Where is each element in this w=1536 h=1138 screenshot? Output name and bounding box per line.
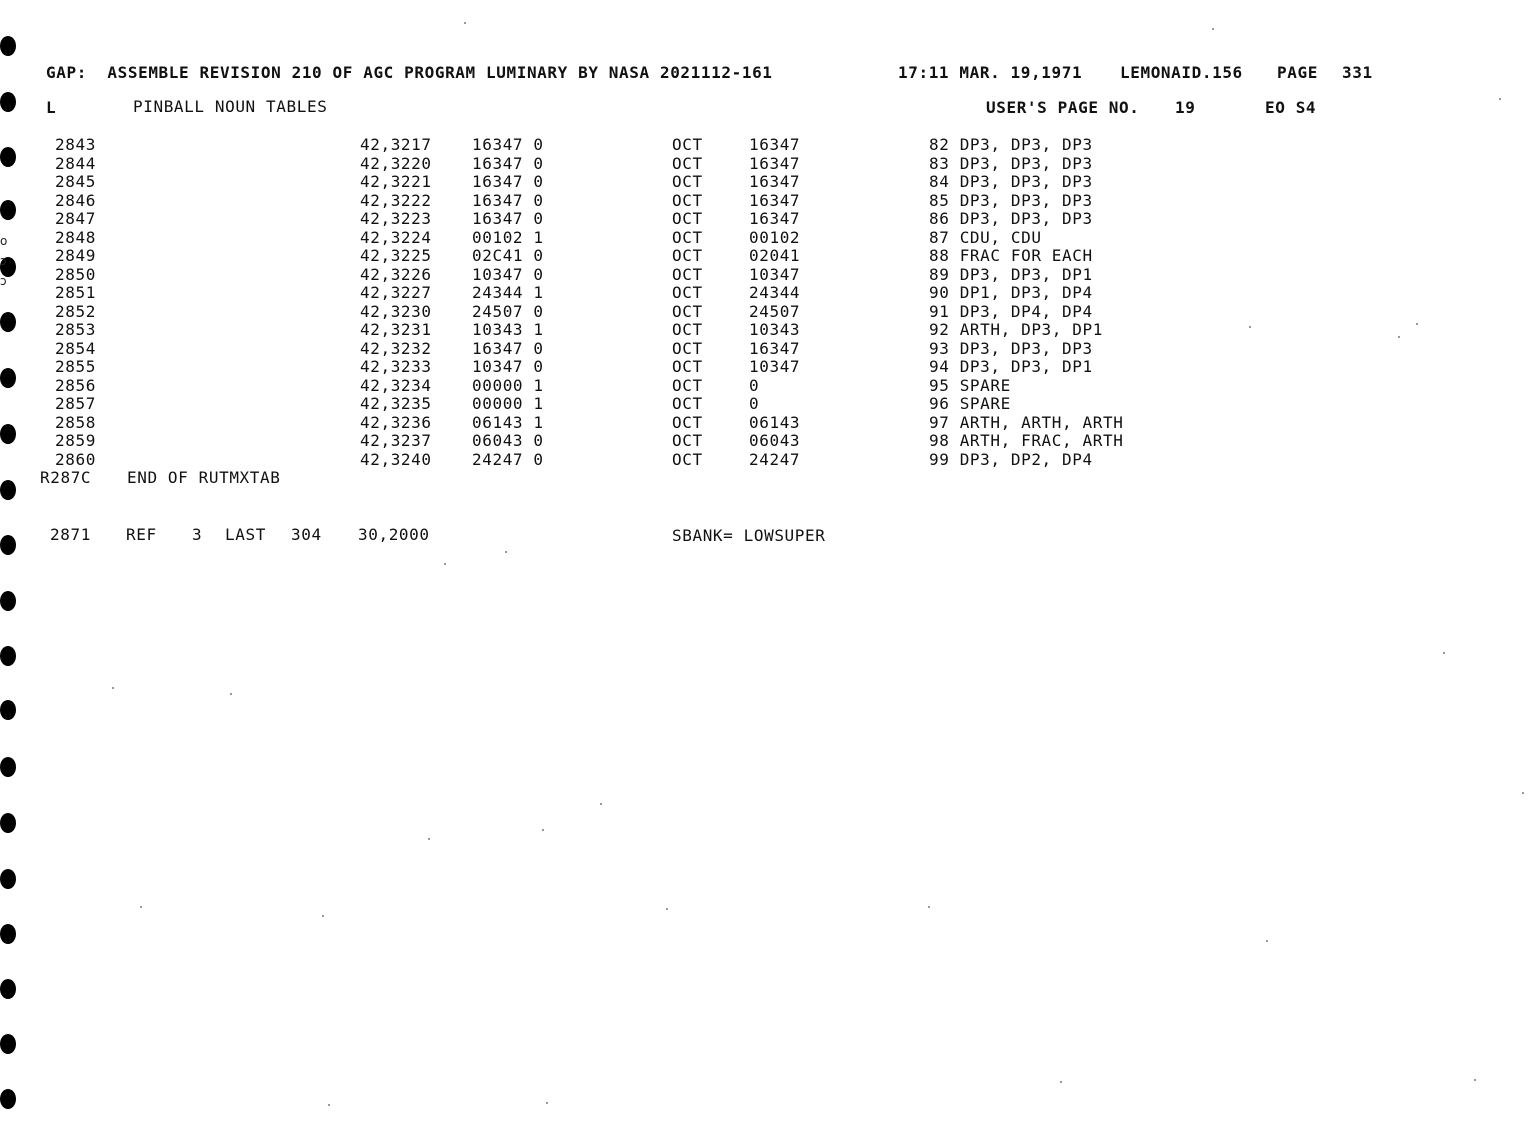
row-comment: 88 FRAC FOR EACH: [929, 246, 1093, 265]
row-comment: 95 SPARE: [929, 375, 1011, 395]
row-address: 42,3217: [360, 135, 432, 154]
row-opcode: OCT: [672, 412, 703, 432]
row-octal-code: 16347 0: [472, 153, 544, 173]
row-octal-code: 16347 0: [472, 190, 544, 210]
row-operand: 10343: [749, 320, 801, 339]
row-line-number: 2858: [55, 412, 96, 432]
row-opcode: OCT: [672, 375, 703, 395]
footer-ref-label: REF: [126, 525, 157, 544]
row-opcode: OCT: [672, 190, 703, 210]
row-octal-code: 16347 0: [472, 338, 544, 358]
paper-speck: [505, 551, 507, 553]
row-octal-code: 00000 1: [472, 394, 544, 413]
row-octal-code: 10343 1: [472, 320, 544, 339]
row-address: 42,3234: [360, 375, 432, 395]
row-line-number: 2851: [55, 283, 96, 302]
row-comment: 99 DP3, DP2, DP4: [929, 449, 1093, 469]
row-line-number: 2849: [55, 246, 96, 265]
punch-hole: [0, 312, 16, 332]
footer-line-number: 2871: [50, 525, 91, 544]
row-operand: 0: [749, 375, 760, 395]
row-octal-code: 06043 0: [472, 431, 544, 450]
paper-speck: [1249, 326, 1251, 328]
row-address: 42,3237: [360, 431, 432, 450]
punch-hole: [0, 591, 16, 611]
footer-address: 30,2000: [358, 525, 430, 544]
paper-speck: [1212, 28, 1214, 30]
row-octal-code: 16347 0: [472, 209, 544, 228]
paper-speck: [1416, 323, 1418, 325]
punch-hole: [0, 147, 16, 167]
paper-speck: [542, 829, 544, 831]
row-comment: 92 ARTH, DP3, DP1: [929, 320, 1103, 339]
row-operand: 16347: [749, 190, 801, 210]
paper-speck: [1060, 1081, 1062, 1083]
punch-hole: [0, 757, 16, 777]
row-operand: 02041: [749, 246, 801, 265]
punch-hole: [0, 869, 16, 889]
punch-hole: [0, 368, 16, 388]
header-timestamp: 17:11 MAR. 19,1971: [898, 63, 1083, 82]
row-line-number: 2848: [55, 227, 96, 247]
row-line-number: 2853: [55, 320, 96, 339]
row-address: 42,3226: [360, 264, 432, 284]
punch-hole: [0, 92, 16, 112]
row-address: 42,3236: [360, 412, 432, 432]
row-opcode: OCT: [672, 172, 703, 191]
punch-hole: [0, 36, 16, 56]
row-octal-code: 00102 1: [472, 227, 544, 247]
row-line-number: 2845: [55, 172, 96, 191]
row-octal-code: 16347 0: [472, 135, 544, 154]
row-operand: 06043: [749, 431, 801, 450]
paper-speck: [1499, 98, 1501, 100]
paper-speck: [1522, 792, 1524, 794]
row-opcode: OCT: [672, 209, 703, 228]
row-comment: 98 ARTH, FRAC, ARTH: [929, 431, 1124, 450]
users-page-label: USER'S PAGE NO.: [986, 98, 1140, 117]
paper-speck: [464, 22, 466, 24]
footer-sbank: SBANK= LOWSUPER: [672, 526, 826, 545]
paper-speck: [600, 803, 602, 805]
row-operand: 16347: [749, 172, 801, 191]
row-octal-code: 24344 1: [472, 283, 544, 302]
punch-hole: [0, 424, 16, 444]
row-line-number: 2847: [55, 209, 96, 228]
row-operand: 0: [749, 394, 760, 413]
row-comment: 86 DP3, DP3, DP3: [929, 209, 1093, 228]
row-operand: 16347: [749, 338, 801, 358]
row-line-number: 2856: [55, 375, 96, 395]
paper-speck: [230, 693, 232, 695]
row-octal-code: 10347 0: [472, 264, 544, 284]
punch-hole: [0, 813, 16, 833]
row-line-number: 2855: [55, 357, 96, 376]
row-line-number: 2857: [55, 394, 96, 413]
row-operand: 16347: [749, 209, 801, 228]
row-line-number: 2844: [55, 153, 96, 173]
paper-speck: [666, 908, 668, 910]
end-line-text: END OF RUTMXTAB: [127, 468, 281, 487]
row-octal-code: 10347 0: [472, 357, 544, 376]
row-operand: 10347: [749, 264, 801, 284]
paper-speck: [928, 906, 930, 908]
row-octal-code: 00000 1: [472, 375, 544, 395]
row-address: 42,3224: [360, 227, 432, 247]
row-comment: 91 DP3, DP4, DP4: [929, 301, 1093, 321]
row-address: 42,3240: [360, 449, 432, 469]
header-lemonaid: LEMONAID.156: [1120, 63, 1243, 82]
row-octal-code: 02C41 0: [472, 246, 544, 265]
row-address: 42,3220: [360, 153, 432, 173]
row-comment: 94 DP3, DP3, DP1: [929, 357, 1093, 376]
paper-speck: [428, 838, 430, 840]
row-line-number: 2860: [55, 449, 96, 469]
eo-label: EO S4: [1265, 98, 1317, 117]
header-page-number: 331: [1342, 63, 1373, 82]
row-octal-code: 24507 0: [472, 301, 544, 321]
punch-hole: [0, 200, 16, 220]
row-operand: 10347: [749, 357, 801, 376]
punch-hole: [0, 700, 16, 720]
row-operand: 06143: [749, 412, 801, 432]
row-opcode: OCT: [672, 264, 703, 284]
users-page-number: 19: [1175, 98, 1196, 117]
header-page-label: PAGE: [1277, 63, 1318, 82]
row-address: 42,3231: [360, 320, 432, 339]
paper-speck: [546, 1102, 548, 1104]
punch-hole: [0, 480, 16, 500]
header-title-line: GAP: ASSEMBLE REVISION 210 OF AGC PROGRAM LUMINARY BY NASA 2021112-161: [46, 63, 773, 82]
row-opcode: OCT: [672, 449, 703, 469]
paper-speck: [1398, 336, 1400, 338]
row-line-number: 2859: [55, 431, 96, 450]
row-line-number: 2843: [55, 135, 96, 154]
row-opcode: OCT: [672, 246, 703, 265]
row-address: 42,3222: [360, 190, 432, 210]
footer-ref-number: 3: [192, 525, 203, 544]
row-address: 42,3233: [360, 357, 432, 376]
row-address: 42,3235: [360, 394, 432, 413]
row-octal-code: 24247 0: [472, 449, 544, 469]
row-line-number: 2852: [55, 301, 96, 321]
row-opcode: OCT: [672, 153, 703, 173]
row-address: 42,3232: [360, 338, 432, 358]
row-opcode: OCT: [672, 431, 703, 450]
subheader-left: L: [46, 98, 57, 117]
row-comment: 96 SPARE: [929, 394, 1011, 413]
punch-hole: [0, 535, 16, 555]
row-operand: 24507: [749, 301, 801, 321]
row-opcode: OCT: [672, 357, 703, 376]
row-comment: 89 DP3, DP3, DP1: [929, 264, 1093, 284]
punch-hole: [0, 924, 16, 944]
row-address: 42,3225: [360, 246, 432, 265]
row-comment: 84 DP3, DP3, DP3: [929, 172, 1093, 191]
paper-speck: [140, 906, 142, 908]
row-comment: 82 DP3, DP3, DP3: [929, 135, 1093, 154]
row-comment: 93 DP3, DP3, DP3: [929, 338, 1093, 358]
punch-hole: [0, 646, 16, 666]
paper-speck: [1443, 652, 1445, 654]
row-octal-code: 16347 0: [472, 172, 544, 191]
end-line-number: R287C: [40, 468, 92, 487]
row-address: 42,3227: [360, 283, 432, 302]
paper-speck: [112, 687, 114, 689]
row-opcode: OCT: [672, 338, 703, 358]
row-line-number: 2846: [55, 190, 96, 210]
row-address: 42,3223: [360, 209, 432, 228]
row-line-number: 2854: [55, 338, 96, 358]
row-opcode: OCT: [672, 135, 703, 154]
row-opcode: OCT: [672, 227, 703, 247]
paper-speck: [328, 1104, 330, 1106]
row-operand: 24344: [749, 283, 801, 302]
footer-last-label: LAST: [225, 525, 266, 544]
paper-speck: [1266, 940, 1268, 942]
row-line-number: 2850: [55, 264, 96, 284]
punch-hole: [0, 979, 16, 999]
row-comment: 85 DP3, DP3, DP3: [929, 190, 1093, 210]
paper-speck: [444, 563, 446, 565]
paper-speck: [322, 915, 324, 917]
row-comment: 97 ARTH, ARTH, ARTH: [929, 412, 1124, 432]
row-operand: 00102: [749, 227, 801, 247]
row-comment: 90 DP1, DP3, DP4: [929, 283, 1093, 302]
row-opcode: OCT: [672, 394, 703, 413]
paper-speck: [1474, 1079, 1476, 1081]
row-address: 42,3221: [360, 172, 432, 191]
row-operand: 24247: [749, 449, 801, 469]
punch-hole: [0, 1089, 16, 1109]
row-operand: 16347: [749, 135, 801, 154]
row-octal-code: 06143 1: [472, 412, 544, 432]
row-comment: 87 CDU, CDU: [929, 227, 1042, 247]
margin-mark: o ɔ ɔ: [0, 234, 8, 288]
row-opcode: OCT: [672, 283, 703, 302]
row-opcode: OCT: [672, 301, 703, 321]
footer-last-number: 304: [291, 525, 322, 544]
section-title: PINBALL NOUN TABLES: [133, 97, 328, 116]
row-operand: 16347: [749, 153, 801, 173]
row-address: 42,3230: [360, 301, 432, 321]
row-comment: 83 DP3, DP3, DP3: [929, 153, 1093, 173]
row-opcode: OCT: [672, 320, 703, 339]
punch-hole: [0, 1034, 16, 1054]
